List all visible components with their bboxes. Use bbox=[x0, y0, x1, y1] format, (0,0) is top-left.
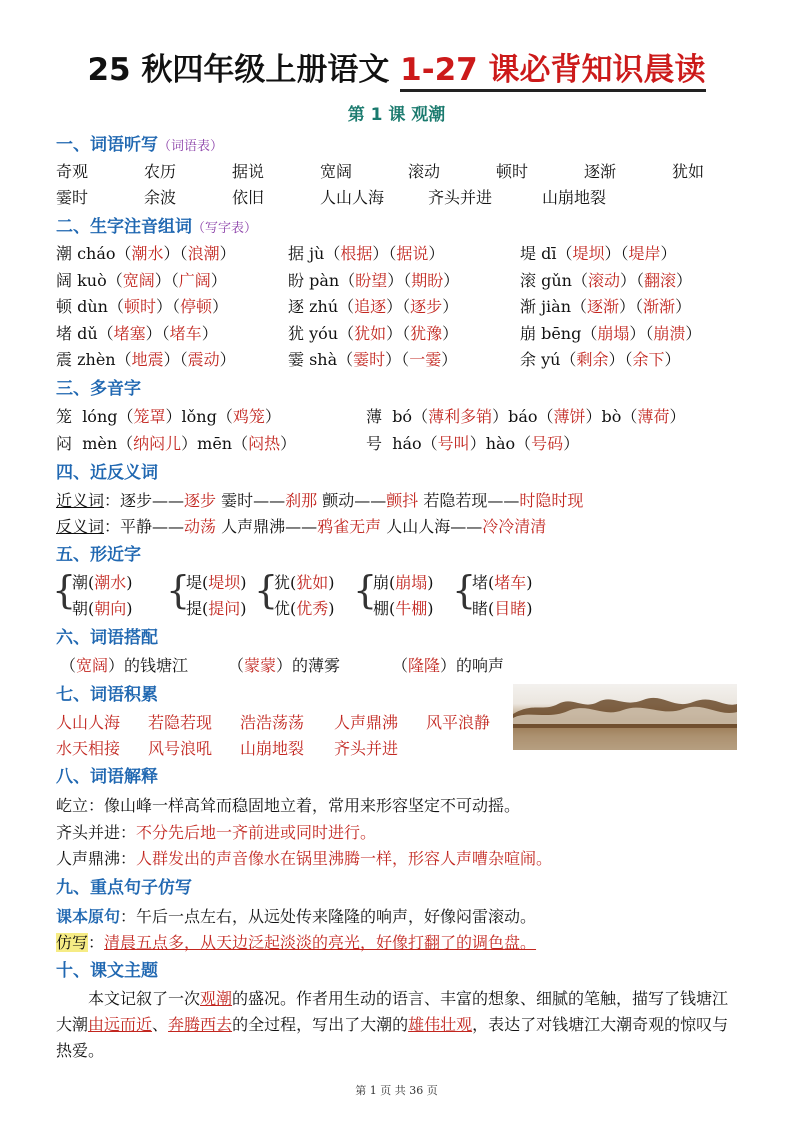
idiom: 齐头并进 bbox=[334, 739, 399, 758]
idiom: 人山人海 bbox=[56, 713, 121, 732]
char-pinyin: 震 zhèn（ bbox=[56, 350, 132, 369]
char: 堤( bbox=[186, 573, 209, 592]
idiom: 浩浩荡荡 bbox=[240, 713, 305, 732]
bracket: ）（ bbox=[372, 244, 397, 263]
vocab-word: 余波 bbox=[144, 188, 177, 207]
colon: ： bbox=[88, 933, 105, 952]
pinyin: ）báo（ bbox=[492, 407, 554, 426]
synonyms-row bbox=[56, 489, 583, 513]
bracket: ） bbox=[563, 434, 580, 453]
char-word: 崩塌 bbox=[597, 323, 630, 343]
idiom: 水天相接 bbox=[56, 739, 121, 758]
idiom-row-1 bbox=[56, 711, 506, 735]
colon: ： bbox=[104, 491, 121, 510]
bracket: ）（ bbox=[386, 297, 411, 316]
pinyin: bó（ bbox=[392, 407, 429, 426]
brace-icon: { bbox=[166, 568, 191, 612]
tide-picture bbox=[513, 684, 737, 750]
colon: ： bbox=[104, 517, 121, 536]
char: 睹( bbox=[472, 599, 495, 618]
definition-3 bbox=[56, 847, 552, 871]
bracket: ) bbox=[126, 573, 133, 592]
word-pair-right: 刹那 bbox=[285, 491, 318, 510]
collocation-text: ）的薄雾 bbox=[276, 656, 341, 675]
char-word: 广阔 bbox=[178, 270, 211, 290]
definition-text: 像山峰一样高耸而稳固地立着，常用来形容坚定不可动摇。 bbox=[104, 796, 521, 815]
idiom: 山崩地裂 bbox=[240, 739, 305, 758]
char-word: 堤坝 bbox=[208, 573, 241, 592]
bracket: ） bbox=[660, 244, 677, 263]
char-entry bbox=[520, 348, 681, 372]
brace-icon: { bbox=[353, 568, 378, 612]
char-word: 渐渐 bbox=[643, 297, 676, 316]
char-word: 犹如 bbox=[354, 323, 387, 343]
bracket: ） bbox=[442, 323, 459, 343]
section-3-heading: 三、多音字 bbox=[56, 379, 141, 399]
char-word: 堤坝 bbox=[572, 244, 605, 263]
word-pair-right: 颤抖 bbox=[386, 491, 419, 510]
bracket: ）（ bbox=[629, 323, 654, 343]
vocab-word: 霎时 bbox=[56, 188, 89, 207]
char-word: 据说 bbox=[396, 244, 429, 263]
bracket: ） bbox=[201, 323, 218, 343]
pinyin: ）bò（ bbox=[585, 407, 638, 426]
char-word: 宽阔 bbox=[122, 270, 155, 290]
section-1-title: 一、词语听写 bbox=[56, 135, 158, 155]
bracket: ）（ bbox=[604, 244, 629, 263]
bracket: ） bbox=[443, 270, 460, 290]
similar-char bbox=[72, 570, 133, 596]
char-word: 停顿 bbox=[179, 297, 212, 316]
definition-term: 齐头并进： bbox=[56, 823, 137, 842]
char-word: 牛棚 bbox=[395, 599, 428, 618]
char-pinyin: 顿 dùn（ bbox=[56, 297, 124, 316]
bracket: ）（ bbox=[608, 350, 633, 369]
char-row bbox=[56, 348, 740, 372]
char-pinyin: 潮 cháo（ bbox=[56, 244, 132, 263]
bracket: ）（ bbox=[163, 244, 188, 263]
definition-term: 人声鼎沸： bbox=[56, 849, 137, 868]
section-2-heading bbox=[56, 215, 257, 241]
char-pinyin: 犹 yóu（ bbox=[288, 323, 355, 343]
bracket: （ bbox=[392, 656, 409, 675]
polyphone-word: 闷热 bbox=[248, 434, 281, 453]
antonyms-row bbox=[56, 515, 546, 539]
bracket: ）（ bbox=[619, 297, 644, 316]
char-word: 堵车 bbox=[169, 323, 202, 343]
char-word: 堤岸 bbox=[628, 244, 661, 263]
char-pinyin: 盼 pàn（ bbox=[288, 270, 356, 290]
bracket: ） bbox=[280, 434, 297, 453]
vocab-word: 宽阔 bbox=[320, 162, 353, 181]
collocation-text: ）的响声 bbox=[440, 656, 505, 675]
char-pinyin: 渐 jiàn（ bbox=[520, 297, 588, 316]
char-word: 剩余 bbox=[576, 350, 609, 369]
page-title bbox=[0, 50, 793, 90]
pinyin: mèn（ bbox=[82, 434, 134, 453]
char: 崩( bbox=[373, 573, 396, 592]
similar-char bbox=[373, 570, 434, 596]
bracket: ）（ bbox=[619, 270, 644, 290]
collocation-item bbox=[60, 654, 188, 678]
char-word: 追逐 bbox=[354, 297, 387, 316]
brace-icon: { bbox=[452, 568, 477, 612]
word-pair-right: 时隐时现 bbox=[519, 491, 584, 510]
char-word: 优秀 bbox=[296, 599, 329, 618]
idiom-row-2 bbox=[56, 737, 506, 761]
section-2-title: 二、生字注音组词 bbox=[56, 217, 192, 237]
bracket: ） bbox=[264, 407, 281, 426]
char-word: 盼望 bbox=[355, 270, 388, 290]
polyphone-row-2 bbox=[56, 432, 580, 456]
idiom: 若隐若现 bbox=[148, 713, 213, 732]
char-entry bbox=[288, 348, 457, 372]
bracket: ）（ bbox=[154, 270, 179, 290]
section-8-heading: 八、词语解释 bbox=[56, 767, 158, 787]
synonym-label: 近义词 bbox=[56, 491, 105, 510]
bracket: ) bbox=[328, 599, 335, 618]
collocation-item bbox=[392, 654, 504, 678]
char-pinyin: 崩 bēng（ bbox=[520, 323, 598, 343]
polyphone-word: 号叫 bbox=[437, 434, 470, 453]
bracket: ）（ bbox=[387, 270, 412, 290]
bracket: ） bbox=[664, 350, 681, 369]
theme-keyword: 奔腾西去 bbox=[168, 1015, 233, 1034]
polyphone-char: 闷 bbox=[56, 434, 73, 453]
bracket: ）（ bbox=[155, 297, 180, 316]
bracket: ） bbox=[685, 323, 702, 343]
polyphone-word: 薄利多销 bbox=[428, 407, 493, 426]
original-label: 课本原句 bbox=[56, 907, 121, 926]
char-entry bbox=[56, 269, 227, 293]
char-entry bbox=[288, 242, 444, 266]
bracket: ) bbox=[240, 599, 247, 618]
char-word: 潮水 bbox=[94, 573, 127, 592]
theme-keyword: 雄伟壮观 bbox=[408, 1015, 473, 1034]
char-word: 根据 bbox=[340, 244, 373, 263]
pinyin: lóng（ bbox=[82, 407, 134, 426]
pinyin: háo（ bbox=[392, 434, 438, 453]
char-word: 朝向 bbox=[94, 599, 127, 618]
brace-icon: { bbox=[254, 568, 279, 612]
bracket: ) bbox=[427, 573, 434, 592]
bracket: ）（ bbox=[163, 350, 188, 369]
definition-text: 人群发出的声音像水在锅里沸腾一样，形容人声嘈杂喧闹。 bbox=[136, 849, 553, 868]
similar-char bbox=[186, 570, 247, 596]
lesson-heading: 第 1 课 观潮 bbox=[347, 105, 446, 125]
section-4-heading: 四、近反义词 bbox=[56, 463, 158, 483]
vocab-word: 依旧 bbox=[232, 188, 265, 207]
char-word: 堵车 bbox=[494, 573, 527, 592]
bracket: ） bbox=[442, 297, 459, 316]
bracket: （ bbox=[228, 656, 245, 675]
char-word: 翻滚 bbox=[643, 270, 676, 290]
word-pair-right: 动荡 bbox=[184, 517, 217, 536]
similar-char bbox=[186, 596, 247, 622]
bracket: ) bbox=[240, 573, 247, 592]
word-pair-left: 若隐若现—— bbox=[418, 491, 520, 510]
char-entry bbox=[56, 322, 218, 346]
theme-text: 的盛况。作者用生动的语言、丰富的想象、细腻的笔触，描写了钱塘江大潮 bbox=[56, 989, 729, 1034]
char: 犹( bbox=[274, 573, 297, 592]
char-word: 滚动 bbox=[587, 270, 620, 290]
polyphone-char: 笼 bbox=[56, 407, 73, 426]
section-2-note: （写字表） bbox=[192, 221, 258, 236]
bracket: ） bbox=[669, 407, 686, 426]
char-pinyin: 据 jù（ bbox=[288, 244, 341, 263]
idiom: 人声鼎沸 bbox=[334, 713, 399, 732]
char-pinyin: 堤 dī（ bbox=[520, 244, 573, 263]
word-pair-left: 人声鼎沸—— bbox=[216, 517, 318, 536]
vocab-word: 人山人海 bbox=[320, 188, 385, 207]
section-9-heading: 九、重点句子仿写 bbox=[56, 878, 192, 898]
polyphone-word: 号码 bbox=[531, 434, 564, 453]
imitation-label: 仿写 bbox=[56, 933, 89, 952]
section-1-heading bbox=[56, 133, 223, 159]
similar-char bbox=[472, 570, 533, 596]
char-pinyin: 逐 zhú（ bbox=[288, 297, 355, 316]
char: 提( bbox=[186, 599, 209, 618]
idiom: 风平浪静 bbox=[426, 713, 491, 732]
section-6-heading: 六、词语搭配 bbox=[56, 628, 158, 648]
pinyin: ）hào（ bbox=[469, 434, 532, 453]
collocation-row bbox=[56, 654, 740, 678]
bracket: （ bbox=[60, 656, 77, 675]
bracket: ） bbox=[219, 244, 236, 263]
original-sentence bbox=[56, 905, 536, 929]
bracket: ） bbox=[441, 350, 458, 369]
char-word: 逐渐 bbox=[587, 297, 620, 316]
similar-char bbox=[274, 570, 335, 596]
char-pinyin: 滚 gǔn（ bbox=[520, 270, 588, 290]
char: 堵( bbox=[472, 573, 495, 592]
similar-char bbox=[274, 596, 335, 622]
char-entry bbox=[520, 242, 677, 266]
pinyin: ）mēn（ bbox=[181, 434, 249, 453]
char-entry bbox=[56, 295, 228, 319]
theme-paragraph bbox=[56, 986, 740, 1064]
char-word: 堵塞 bbox=[113, 323, 146, 343]
char-word: 潮水 bbox=[131, 244, 164, 263]
polyphone-word: 薄饼 bbox=[553, 407, 586, 426]
char-word: 犹如 bbox=[296, 573, 329, 592]
vocab-row-1 bbox=[56, 160, 740, 184]
char-word: 一霎 bbox=[409, 350, 442, 369]
polyphone-row-1 bbox=[56, 405, 686, 429]
char-pinyin: 堵 dǔ（ bbox=[56, 323, 114, 343]
polyphone-word: 鸡笼 bbox=[232, 407, 265, 426]
section-1-note: （词语表） bbox=[158, 139, 224, 154]
polyphone-char: 薄 bbox=[366, 407, 383, 426]
char-entry bbox=[520, 269, 692, 293]
theme-keyword: 由远而近 bbox=[88, 1015, 153, 1034]
char-word: 提问 bbox=[208, 599, 241, 618]
vocab-word: 逐渐 bbox=[584, 162, 617, 181]
char: 潮( bbox=[72, 573, 95, 592]
antonym-label: 反义词 bbox=[56, 517, 105, 536]
char-row bbox=[56, 269, 740, 293]
bracket: ） bbox=[212, 297, 229, 316]
char-word: 霎时 bbox=[353, 350, 386, 369]
vocab-word: 齐头并进 bbox=[428, 188, 493, 207]
vocab-word: 顿时 bbox=[496, 162, 529, 181]
char-entry bbox=[288, 295, 458, 319]
bracket: ) bbox=[328, 573, 335, 592]
collocation-word: 隆隆 bbox=[408, 656, 441, 675]
collocation-word: 宽阔 bbox=[76, 656, 109, 675]
word-pair-right: 冷冷清清 bbox=[482, 517, 547, 536]
char-pinyin: 霎 shà（ bbox=[288, 350, 354, 369]
theme-text: 的全过程，写出了大潮的 bbox=[232, 1015, 409, 1034]
char-row bbox=[56, 242, 740, 266]
bracket: ）（ bbox=[145, 323, 170, 343]
vocab-word: 农历 bbox=[144, 162, 177, 181]
bracket: ) bbox=[427, 599, 434, 618]
polyphone-word: 笼罩 bbox=[133, 407, 166, 426]
vocab-word: 滚动 bbox=[408, 162, 441, 181]
char-pinyin: 阔 kuò（ bbox=[56, 270, 123, 290]
definition-2 bbox=[56, 821, 376, 845]
similar-char bbox=[72, 596, 133, 622]
char: 朝( bbox=[72, 599, 95, 618]
theme-keyword: 观潮 bbox=[200, 989, 233, 1008]
polyphone-char: 号 bbox=[366, 434, 383, 453]
word-pair-right: 逐步 bbox=[184, 491, 217, 510]
similar-char bbox=[472, 596, 533, 622]
char-entry bbox=[56, 348, 236, 372]
section-7-heading: 七、词语积累 bbox=[56, 685, 158, 705]
vocab-row-2 bbox=[56, 186, 740, 210]
collocation-item bbox=[228, 654, 340, 678]
word-pair-left: 平静—— bbox=[120, 517, 185, 536]
definition-term: 屹立： bbox=[56, 796, 105, 815]
char-word: 余下 bbox=[632, 350, 665, 369]
vocab-word: 山崩地裂 bbox=[542, 188, 607, 207]
word-pair-left: 人山人海—— bbox=[381, 517, 483, 536]
bracket: ) bbox=[526, 599, 533, 618]
bracket: ) bbox=[526, 573, 533, 592]
theme-text: ，表达了对钱塘江大潮奇观的惊叹与热爱。 bbox=[56, 1015, 729, 1060]
definition-text: 不分先后地一齐前进或同时进行。 bbox=[136, 823, 377, 842]
bracket: ） bbox=[219, 350, 236, 369]
vocab-word: 奇观 bbox=[56, 162, 89, 181]
idiom: 风号浪吼 bbox=[148, 739, 213, 758]
original-text: ：午后一点左右，从远处传来隆隆的响声，好像闷雷滚动。 bbox=[120, 907, 537, 926]
char-entry bbox=[56, 242, 236, 266]
bracket: ） bbox=[210, 270, 227, 290]
polyphone-word: 薄荷 bbox=[637, 407, 670, 426]
char-pinyin: 余 yú（ bbox=[520, 350, 577, 369]
theme-text: 本文记叙了一次 bbox=[88, 989, 201, 1008]
similar-char bbox=[373, 596, 434, 622]
bracket: ） bbox=[676, 270, 693, 290]
imitation-text: 清晨五点多，从天边泛起淡淡的亮光，好像打翻了的调色盘。 bbox=[104, 933, 537, 952]
char-word: 震动 bbox=[187, 350, 220, 369]
word-pair-left: 逐步—— bbox=[120, 491, 185, 510]
brace-icon: { bbox=[52, 568, 77, 612]
polyphone-word: 纳闷儿 bbox=[133, 434, 182, 453]
char-word: 目睹 bbox=[494, 599, 527, 618]
word-pair-left: 颤动—— bbox=[317, 491, 387, 510]
theme-text: 、 bbox=[152, 1015, 169, 1034]
vocab-word: 犹如 bbox=[672, 162, 705, 181]
definition-1 bbox=[56, 794, 520, 818]
char-word: 浪潮 bbox=[187, 244, 220, 263]
section-5-heading: 五、形近字 bbox=[56, 545, 141, 565]
char-word: 崩溃 bbox=[653, 323, 686, 343]
title-prefix: 25 秋四年级上册语文 bbox=[87, 52, 401, 88]
char-entry bbox=[288, 322, 458, 346]
bracket: ） bbox=[428, 244, 445, 263]
word-pair-left: 霎时—— bbox=[216, 491, 286, 510]
vocab-word: 据说 bbox=[232, 162, 265, 181]
page-footer: 第 1 页 共 36 页 bbox=[355, 1084, 438, 1097]
word-pair-right: 鸦雀无声 bbox=[317, 517, 382, 536]
char-word: 地震 bbox=[131, 350, 164, 369]
pinyin: ）lǒng（ bbox=[165, 407, 233, 426]
char-word: 期盼 bbox=[411, 270, 444, 290]
title-highlight: 1-27 课必背知识晨读 bbox=[400, 52, 705, 92]
bracket: ）（ bbox=[386, 323, 411, 343]
char: 优( bbox=[274, 599, 297, 618]
bracket: ）（ bbox=[385, 350, 410, 369]
imitation-sentence bbox=[56, 931, 536, 955]
char-row bbox=[56, 322, 740, 346]
char-entry bbox=[520, 295, 691, 319]
section-10-heading: 十、课文主题 bbox=[56, 961, 158, 981]
char-word: 逐步 bbox=[410, 297, 443, 316]
char-entry bbox=[520, 322, 701, 346]
collocation-text: ）的钱塘江 bbox=[108, 656, 189, 675]
char-word: 顿时 bbox=[123, 297, 156, 316]
char-row bbox=[56, 295, 740, 319]
char-word: 犹豫 bbox=[410, 323, 443, 343]
collocation-word: 蒙蒙 bbox=[244, 656, 277, 675]
bracket: ) bbox=[126, 599, 133, 618]
char: 棚( bbox=[373, 599, 396, 618]
bracket: ） bbox=[675, 297, 692, 316]
char-entry bbox=[288, 269, 459, 293]
char-word: 崩塌 bbox=[395, 573, 428, 592]
